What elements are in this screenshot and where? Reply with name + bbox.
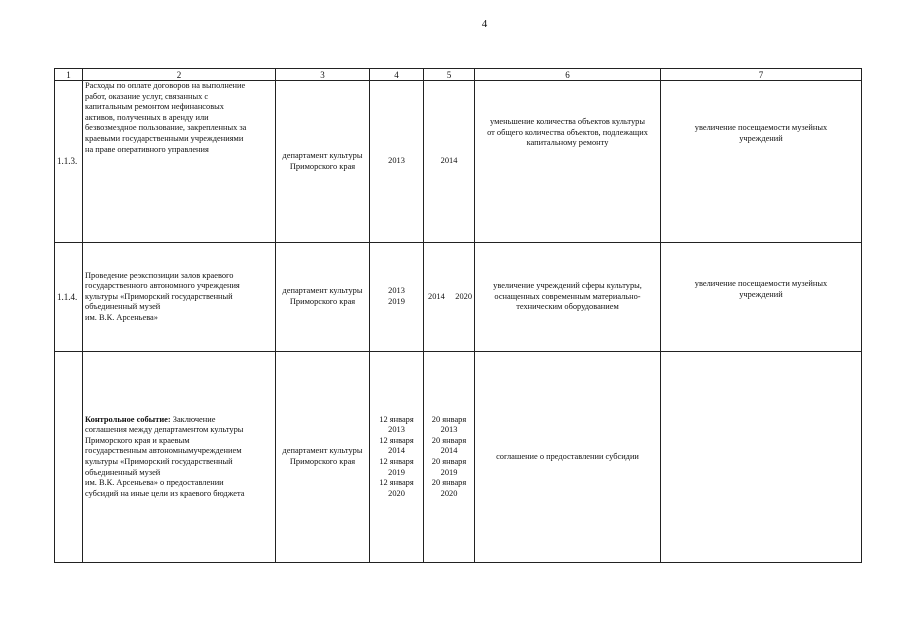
end-years: 2014 2020 <box>424 243 475 352</box>
table-row <box>55 81 862 243</box>
start-dates: 12 января 2013 12 января 2014 12 января 2019 12 января 2020 <box>370 352 424 563</box>
table-row <box>55 352 862 563</box>
executor: департамент культуры Приморского края <box>276 352 370 563</box>
start-years: 2013 2019 <box>370 243 424 352</box>
expected-result: уменьшение количества объектов культуры от общего количества объектов, подлежащих капитальному ремонту <box>475 81 661 243</box>
header-row <box>55 69 862 81</box>
table-row <box>55 243 862 352</box>
measure-description: Контрольное событие: Заключение соглашения между департаментом культуры Приморского края и краевым государственным автономнымучреждением культуры «Приморский государственный объединенный музей им. В.К. Арсеньева» о предоставлении субсидий на иные цели из краевого бюджета <box>83 352 276 563</box>
header-cell: 2 <box>83 69 276 81</box>
executor: департамент культуры Приморского края <box>276 81 370 243</box>
header-cell: 5 <box>424 69 475 81</box>
expected-result: увеличение учреждений сферы культуры, оснащенных современным материально- техническим оборудованием <box>475 243 661 352</box>
target-indicator <box>661 352 862 563</box>
measure-description: Расходы по оплате договоров на выполнение работ, оказание услуг, связанных с капитальным ремонтом нефинансовых активов, полученных в аренду или безвозмездное пользование, закрепленных за краевыми государственными учреждениями на праве оперативного управления <box>83 81 276 243</box>
header-cell: 6 <box>475 69 661 81</box>
row-number: 1.1.3. <box>55 81 83 243</box>
row-number <box>55 352 83 563</box>
program-table <box>54 68 862 563</box>
page-number: 4 <box>481 18 488 30</box>
end-year: 2014 <box>424 81 475 243</box>
row-number: 1.1.4. <box>55 243 83 352</box>
header-cell: 1 <box>55 69 83 81</box>
expected-result: соглашение о предоставлении субсидии <box>475 352 661 563</box>
end-dates: 20 января 2013 20 января 2014 20 января 2019 20 января 2020 <box>424 352 475 563</box>
start-year: 2013 <box>370 81 424 243</box>
target-indicator: увеличение посещаемости музейных учреждений <box>661 81 862 243</box>
header-cell: 3 <box>276 69 370 81</box>
header-cell: 7 <box>661 69 862 81</box>
measure-description: Проведение реэкспозиции залов краевого государственного автономного учреждения культуры «Приморский государственный объединенный музей им. В.К. Арсеньева» <box>83 243 276 352</box>
target-indicator: увеличение посещаемости музейных учреждений <box>661 243 862 352</box>
header-cell: 4 <box>370 69 424 81</box>
executor: департамент культуры Приморского края <box>276 243 370 352</box>
